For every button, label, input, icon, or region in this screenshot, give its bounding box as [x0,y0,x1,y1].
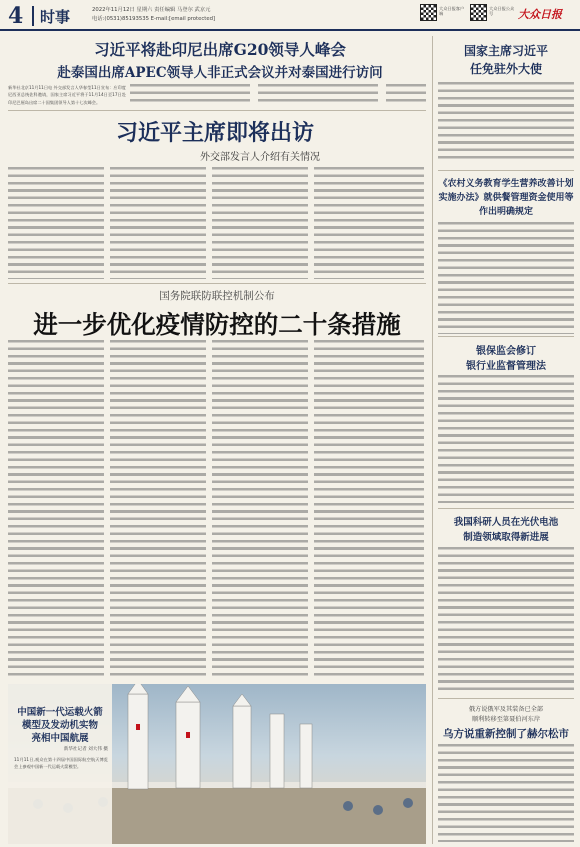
article-body [438,222,574,334]
article-kicker: 俄方说俄军及其装备已全部 [468,706,544,713]
divider [438,336,574,337]
caption-title: 中国新一代运载火箭 [17,707,103,718]
masthead [0,0,580,36]
contact-line: 电话:(0531)85193535 E-mail:[email protected] [92,16,216,22]
caption-title: 模型及发动机实物 [21,720,98,731]
article-title: 进一步优化疫情防控的二十条措施 [33,310,401,339]
article-body [258,84,378,106]
article-body [8,167,104,279]
masthead-rule [0,29,580,31]
article-body [438,547,574,693]
column-divider [432,36,433,844]
article-lead: 新华社北京11月11日电 外交部发言人华春莹11日宣布：应印度尼西亚总统佐科邀请，国家主席习近平将于11月14日至17日赴印尼巴厘岛出席二十国集团领导人第十七次峰会。 [8,85,126,105]
article-title: 乌方说重新控制了赫尔松市 [443,728,569,740]
article-title: 我国科研人员在光伏电池 [453,517,559,528]
newspaper-logo: 大众日报 [518,8,562,21]
header-separator [32,6,34,26]
article-body [438,744,574,842]
article-body [110,167,206,279]
date-line: 2022年11月12日 星期六 责任编辑 马登尔 武京元 [92,7,211,13]
article-title: 制造领域取得新进展 [463,532,549,543]
article-title: 银行业监督管理法 [466,361,546,372]
article-body [130,84,250,106]
article-subtitle: 外交部发言人介绍有关情况 [200,152,320,163]
divider [8,110,426,111]
article-body [8,340,104,680]
article-kicker: 国务院联防联控机制公布 [159,290,275,302]
article-body [438,82,574,162]
article-title: 作出明确规定 [478,207,533,217]
article-title: 习近平将赴印尼出席G20领导人峰会 [94,40,346,59]
caption-text: 11月11日,观众在第十四届中国国际航空航天博览会上参观中国新一代运载火箭模型。 [14,757,108,770]
qr-label-app: 大众日报客户端 [439,6,465,16]
section-title: 时事 [40,8,71,26]
divider [438,508,574,509]
article-title: 任免驻外大使 [469,62,542,76]
article-body [212,340,308,680]
article-title: 国家主席习近平 [463,44,548,58]
article-kicker: 顺利转移至第聂伯河东岸 [471,716,541,723]
page-number: 4 [8,3,24,29]
article-title: 银保监会修订 [476,346,536,357]
article-title: 赴泰国出席APEC领导人非正式会议并对泰国进行访问 [57,65,383,81]
article-title: 习近平主席即将出访 [115,120,314,146]
article-body [314,167,424,279]
article-title: 《农村义务教育学生营养改善计划 [438,179,574,189]
divider [8,283,426,284]
article-body [438,375,574,503]
divider [438,170,574,171]
divider [438,698,574,699]
article-title: 实施办法》就供餐管理资金使用等 [438,193,574,203]
article-body [314,340,424,680]
qr-code-app [420,4,437,21]
photo-credit: 新华社记者 刘大伟 摄 [63,747,108,752]
qr-code-wechat [470,4,487,21]
article-body [212,167,308,279]
caption-title: 亮相中国航展 [31,733,89,744]
photo-caption-box [8,684,112,844]
article-body [110,340,206,680]
rocket-photo [8,684,426,844]
qr-label-wechat: 大众日报公众号 [489,6,515,16]
article-body [386,84,426,106]
